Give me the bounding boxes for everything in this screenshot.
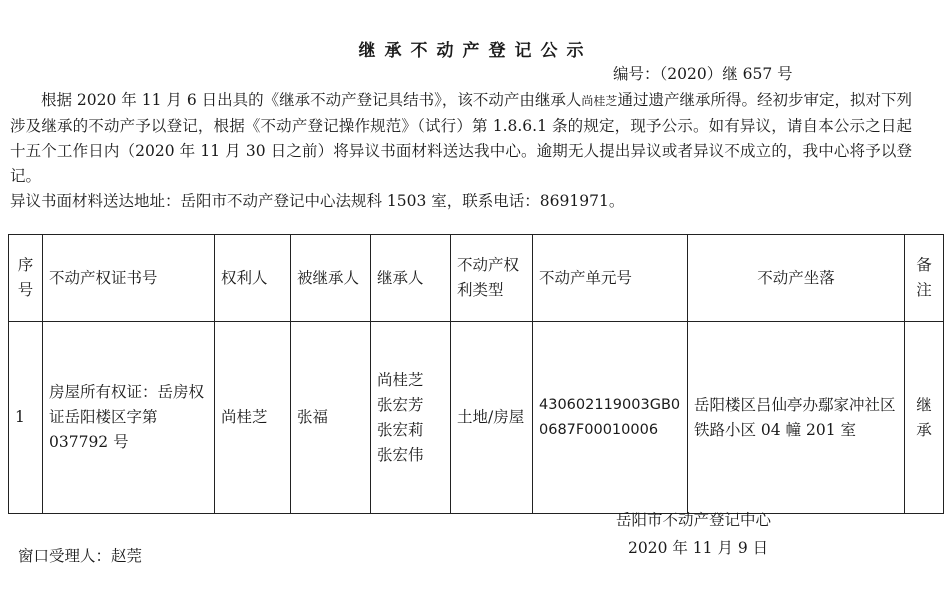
heir-name: 张宏莉 (377, 420, 424, 439)
header-owner: 权利人 (215, 235, 291, 322)
paragraph-part1: 根据 2020 年 11 月 6 日出具的《继承不动产登记具结书》，该不动产由继承人 (41, 91, 582, 109)
issuing-organization: 岳阳市不动产登记中心 (616, 511, 772, 529)
cell-location: 岳阳楼区吕仙亭办鄢家冲社区铁路小区 04 幢 201 室 (688, 322, 905, 514)
heir-inline-name: 尚桂芝 (581, 94, 618, 108)
heir-name: 尚桂芝 (377, 370, 424, 389)
heir-name: 张宏伟 (377, 445, 424, 464)
cell-unit-no: 430602119003GB00687F00010006 (533, 322, 688, 514)
heir-name: 张宏芳 (377, 395, 424, 414)
header-unit-no: 不动产单元号 (533, 235, 688, 322)
cell-right-type: 土地/房屋 (451, 322, 533, 514)
notice-body (10, 88, 912, 214)
header-heirs: 继承人 (371, 235, 451, 322)
cell-heirs (371, 322, 451, 514)
header-cert-no: 不动产权证书号 (43, 235, 215, 322)
header-location: 不动产坐落 (688, 235, 905, 322)
table-row (9, 322, 944, 514)
cell-remark: 继承 (905, 322, 944, 514)
header-seq: 序号 (9, 235, 43, 322)
notice-paragraph (10, 88, 912, 189)
table-header-row (9, 235, 944, 322)
cell-cert-no: 房屋所有权证：岳房权证岳阳楼区字第 037792 号 (43, 322, 215, 514)
cell-owner: 尚桂芝 (215, 322, 291, 514)
issue-date: 2020 年 11 月 9 日 (628, 539, 769, 557)
cell-seq: 1 (9, 322, 43, 514)
page-title: 继承不动产登记公示 (358, 41, 593, 61)
property-table (8, 234, 944, 514)
header-right-type: 不动产权利类型 (451, 235, 533, 322)
header-decedent: 被继承人 (291, 235, 371, 322)
objection-address-line: 异议书面材料送达地址：岳阳市不动产登记中心法规科 1503 室，联系电话：8691971。 (10, 192, 625, 210)
cell-decedent: 张福 (291, 322, 371, 514)
window-clerk: 窗口受理人：赵莞 (18, 547, 143, 565)
document-number: 编号：（2020）继 657 号 (613, 65, 793, 83)
paragraph-part2: 通过遗产继承所得。经初步审定，拟对下列涉及继承的不动产予以登记，根据《不动产登记操作规范》（试行）第 1.8.6.1 条的规定，现予公示。如有异议，请自本公示之日起十五个工作日内（2020 年 11 月 30 日之前）将异议书面材料送达我中心。逾期无人提出异议或者异议不成立的，我中心将予以登记。 (10, 91, 912, 185)
header-remark: 备注 (905, 235, 944, 322)
